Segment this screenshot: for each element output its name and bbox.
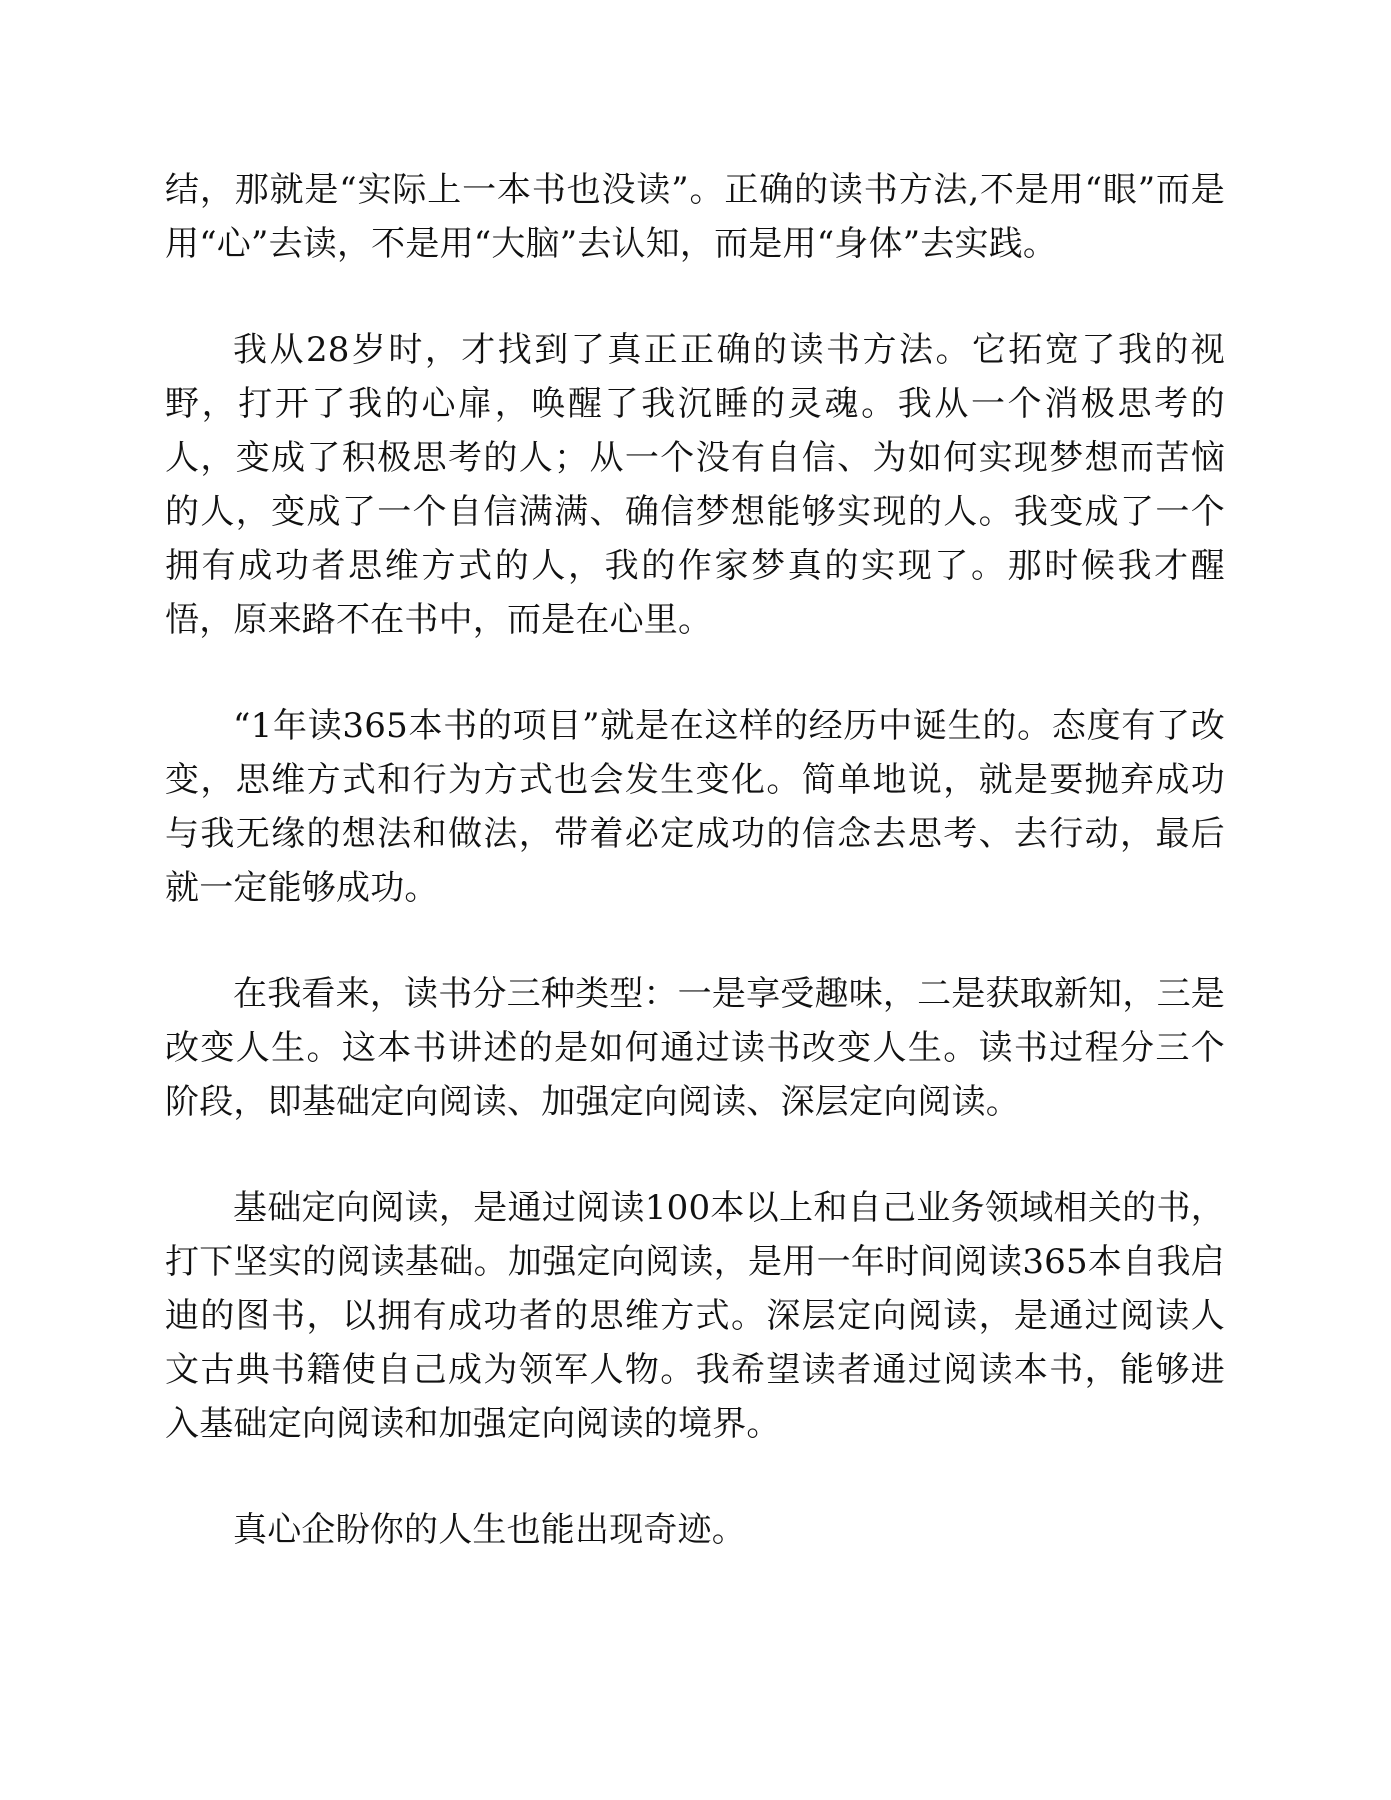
paragraph-1: 结，那就是“实际上一本书也没读”。正确的读书方法,不是用“眼”而是用“心”去读，不是用“大脑”去认知，而是用“身体”去实践。 (165, 170, 1225, 264)
paragraph-3: “1年读365本书的项目”就是在这样的经历中诞生的。态度有了改变，思维方式和行为方式也会发生变化。简单地说，就是要抛弃成功与我无缘的想法和做法，带着必定成功的信念去思考、去行动，最后就一定能够成功。 (165, 706, 1225, 908)
paragraph-2: 我从28岁时，才找到了真正正确的读书方法。它拓宽了我的视野，打开了我的心扉，唤醒了我沉睡的灵魂。我从一个消极思考的人，变成了积极思考的人；从一个没有自信、为如何实现梦想而苦恼的人，变成了一个自信满满、确信梦想能够实现的人。我变成了一个拥有成功者思维方式的人，我的作家梦真的实现了。那时候我才醒悟，原来路不在书中，而是在心里。 (165, 330, 1225, 640)
paragraph-6: 真心企盼你的人生也能出现奇迹。 (233, 1510, 746, 1550)
paragraph-5: 基础定向阅读，是通过阅读100本以上和自己业务领域相关的书，打下坚实的阅读基础。加强定向阅读，是用一年时间阅读365本自我启迪的图书，以拥有成功者的思维方式。深层定向阅读，是通过阅读人文古典书籍使自己成为领军人物。我希望读者通过阅读本书，能够进入基础定向阅读和加强定向阅读的境界。 (165, 1188, 1225, 1444)
paragraph-4: 在我看来，读书分三种类型：一是享受趣味，二是获取新知，三是改变人生。这本书讲述的是如何通过读书改变人生。读书过程分三个阶段，即基础定向阅读、加强定向阅读、深层定向阅读。 (165, 974, 1225, 1122)
body-text (165, 163, 1225, 1557)
